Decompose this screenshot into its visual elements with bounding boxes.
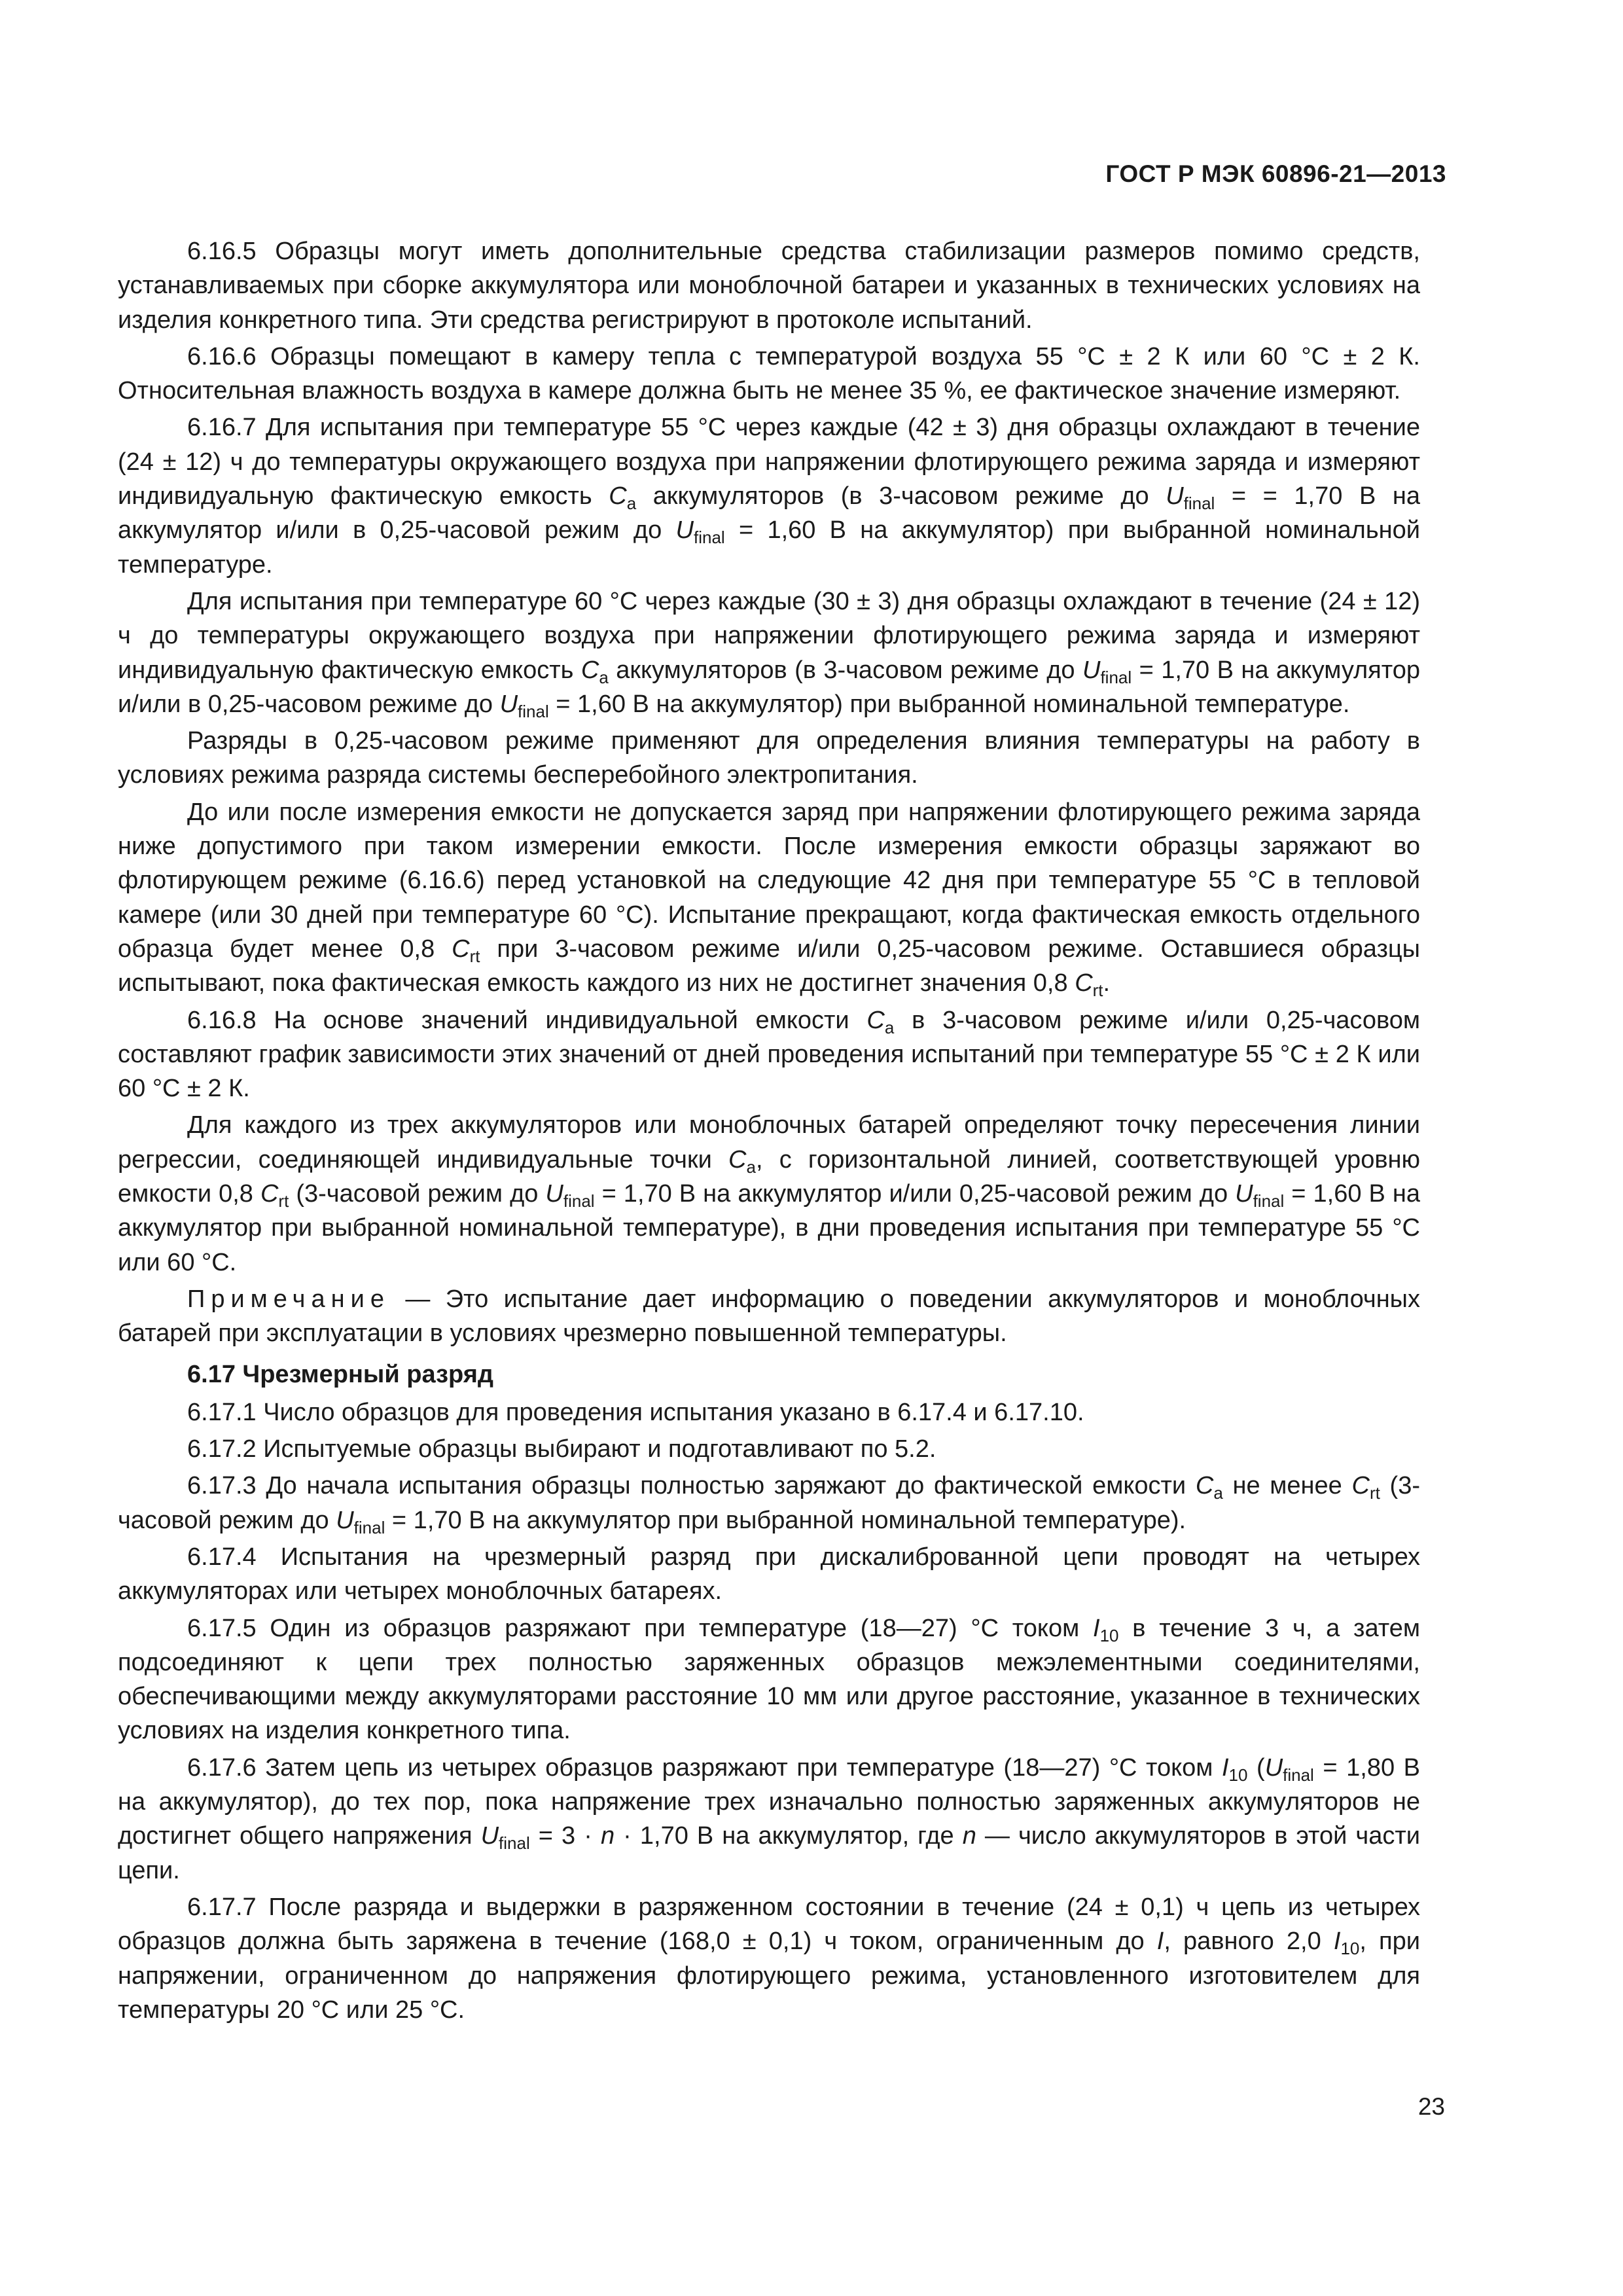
paragraph: 6.16.7 Для испытания при температуре 55 °С через каждые (42 ± 3) дня образцы охлаждают в течение (24 ± 12) ч до температуры окружающего воздуха при напряжении флотирующего режима заряда и измеряют индивидуальную фактическую емкость $C_a$ аккумуляторов (в 3-часовом режиме до $U_{final}$ = = 1,70 В на аккумулятор и/или в 0,25-часовой режим до $U_{final} = 1,60$ В на аккумулятор) при выбранной номинальной температуре. bbox=[118, 414, 1420, 579]
paragraph: 6.16.8 На основе значений индивидуальной емкости $C_a$ в 3-часовом режиме и/или 0,25-часовом составляют график зависимости этих значений от дней проведения испытаний при температуре 55 °С ± 2 К или 60 °С ± 2 К. bbox=[118, 1006, 1421, 1103]
paragraph: 6.16.6 Образцы помещают в камеру тепла с температурой воздуха 55 °С ± 2 К или 60 °С ± 2 К. Относительная влажность воздуха в камере должна быть не менее 35 %, ее фактическое значение измеряют. bbox=[118, 342, 1420, 405]
paragraph: 6.17.1 Число образцов для проведения испытания указано в 6.17.4 и 6.17.10. bbox=[187, 1398, 1084, 1426]
page-number: 23 bbox=[1418, 2093, 1445, 2120]
paragraph: Разряды в 0,25-часовом режиме применяют для определения влияния температуры на работу в условиях режима разряда системы бесперебойного электропитания. bbox=[118, 727, 1420, 789]
paragraph: Для испытания при температуре 60 °С через каждые (30 ± 3) дня образцы охлаждают в течение (24 ± 12) ч до температуры окружающего воздуха при напряжении флотирующего режима заряда и измеряют индивидуальную фактическую емкость $C_a$ аккумуляторов (в 3-часовом режиме до $U_{final} = 1,70$ В на аккумулятор и/или в 0,25-часовом режиме до $U_{final} = 1,60$ В на аккумулятор) при выбранной номинальной температуре. bbox=[118, 587, 1420, 721]
paragraph: 6.17.7 После разряда и выдержки в разряженном состоянии в течение (24 ± 0,1) ч цепь из четырех образцов должна быть заряжена в течение (168,0 ± 0,1) ч током, ограниченным до I, равного 2,0 $I_{10}$, при напряжении, ограниченном до напряжения флотирующего режима, установленного изготовителем для температуры 20 °С или 25 °С. bbox=[118, 1893, 1420, 2024]
paragraph: До или после измерения емкости не допускается заряд при напряжении флотирующего режима заряда ниже допустимого при таком измерении емкости. После измерения емкости образцы заряжают во флотирующем режиме (6.16.6) перед установкой на следующие 42 дня при температуре 55 °С в тепловой камере (или 30 дней при температуре 60 °С). Испытание прекращают, когда фактическая емкость отдельного образца будет менее 0,8 $C_{rt}$ при 3-часовом режиме и/или 0,25-часовом режиме. Оставшиеся образцы испытывают, пока фактическая емкость каждого из них не достигнет значения 0,8 $C_{rt}$. bbox=[118, 798, 1420, 1001]
paragraph: 6.17.3 До начала испытания образцы полностью заряжают до фактической емкости $C_a$ не менее $C_{rt}$ (3-часовой режим до $U_{final} = 1,70$ В на аккумулятор при выбранной номинальной температуре). bbox=[118, 1472, 1420, 1537]
paragraph: Для каждого из трех аккумуляторов или моноблочных батарей определяют точку пересечения линии регрессии, соединяющей индивидуальные точки $C_a$, с горизонтальной линией, соответствующей уровню емкости 0,8 $C_{rt}$ (3-часовой режим до $U_{final} = 1,70$ В на аккумулятор и/или 0,25-часовой режим до $U_{final} = 1,60$ В на аккумулятор при выбранной номинальной температуре), в дни проведения испытания при температуре 55 °С или 60 °С. bbox=[118, 1111, 1420, 1276]
paragraph: 6.17.2 Испытуемые образцы выбирают и подготавливают по 5.2. bbox=[187, 1435, 936, 1463]
paragraph: 6.17.6 Затем цепь из четырех образцов разряжают при температуре (18—27) °С током $I_{10}$ ($U_{final} = 1,80$ В на аккумулятор), до тех пор, пока напряжение трех изначально полностью заряженных аккумуляторов не достигнет общего напряжения $U_{final} = 3 \cdot n \cdot 1,70$ В на аккумулятор, где n — число аккумуляторов в этой части цепи. bbox=[118, 1753, 1421, 1884]
paragraph: 6.16.5 Образцы могут иметь дополнительные средства стабилизации размеров помимо средств, устанавливаемых при сборке аккумулятора или моноблочной батареи и указанных в технических условиях на изделия конкретного типа. Эти средства регистрируют в протоколе испытаний. bbox=[118, 238, 1420, 334]
document-body bbox=[118, 234, 1420, 2030]
paragraph: Примечание — Это испытание дает информацию о поведении аккумуляторов и моноблочных батарей при эксплуатации в условиях чрезмерно повышенной температуры. bbox=[118, 1285, 1420, 1348]
document-header: ГОСТ Р МЭК 60896-21—2013 bbox=[1105, 160, 1446, 187]
section-heading: 6.17 Чрезмерный разряд bbox=[187, 1360, 493, 1388]
paragraph: 6.17.5 Один из образцов разряжают при температуре (18—27) °С током $I_{10}$ в течение 3 ч, а затем подсоединяют к цепи трех полностью заряженных образцов межэлементными соединителями, обеспечивающими между аккумуляторами расстояние 10 мм или другое расстояние, указанное в технических условиях на изделия конкретного типа. bbox=[118, 1614, 1420, 1745]
paragraph: 6.17.4 Испытания на чрезмерный разряд при дискалиброванной цепи проводят на четырех аккумуляторах или четырех моноблочных батареях. bbox=[118, 1543, 1420, 1605]
